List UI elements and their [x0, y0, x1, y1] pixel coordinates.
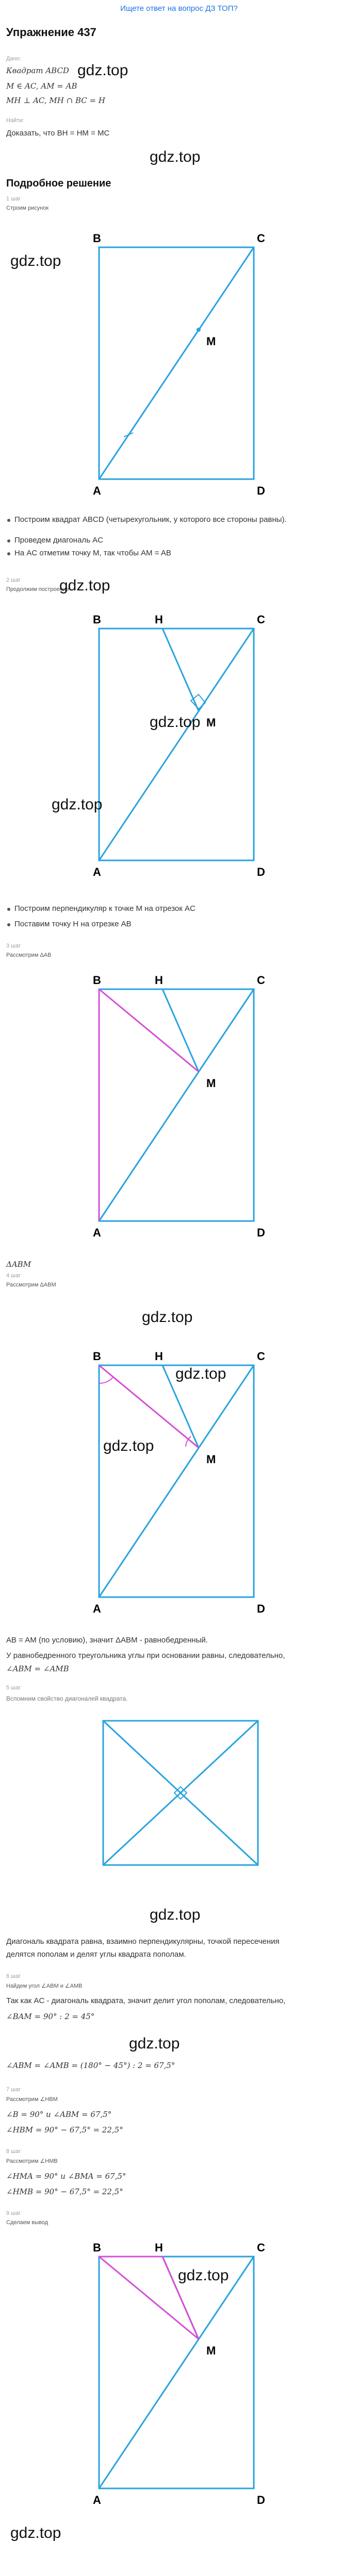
- small-label: 8 шаг: [6, 2148, 21, 2155]
- given-line-2: M ∈ AC, AM = AB: [6, 81, 77, 91]
- label-b: B: [93, 1350, 101, 1363]
- step-item: Поставим точку H на отрезке AB: [14, 920, 132, 928]
- text-line: ∠HMB = 90° − 67,5° = 22,5°: [6, 2187, 123, 2196]
- watermark: gdz.top: [150, 714, 201, 731]
- small-label: 6 шаг: [6, 1973, 21, 1979]
- label-c: C: [257, 1350, 265, 1363]
- watermark: gdz.top: [103, 1437, 154, 1454]
- small-label: 5 шаг: [6, 1685, 21, 1691]
- label-d: D: [257, 866, 265, 878]
- text-line: ∠HMA = 90° и ∠BMA = 67,5°: [6, 2172, 126, 2181]
- step-caption: Рассмотрим ΔAB: [6, 952, 52, 958]
- step-item: Построим квадрат ABCD (четырехугольник, у которого все стороны равны).: [14, 515, 287, 524]
- step-caption: Строим рисунок: [6, 205, 49, 211]
- watermark: gdz.top: [150, 148, 201, 165]
- label-a: A: [93, 1602, 101, 1615]
- small-label: 7 шаг: [6, 2087, 21, 2093]
- watermark: gdz.top: [142, 1309, 193, 1326]
- figure-diagonals: [98, 1716, 263, 1870]
- given-label: Дано:: [6, 56, 21, 62]
- label-m: M: [206, 2344, 216, 2357]
- angle-arc: [99, 1377, 113, 1383]
- diagonal-ac: [99, 2257, 254, 2488]
- figure-square-3: [93, 963, 289, 1252]
- text-line: ∠B = 90° и ∠ABM = 67,5°: [6, 2110, 112, 2119]
- given-line-3: MH ⊥ AC, MH ∩ BC = H: [6, 96, 105, 105]
- diagonal-ac: [99, 629, 254, 860]
- figure-square-4: [93, 1340, 299, 1628]
- watermark: gdz.top: [77, 62, 128, 79]
- text-line: Так как AC - диагональ квадрата, значит делит угол пополам, следовательно,: [6, 1996, 286, 2005]
- label-m: M: [206, 335, 216, 348]
- figure-square-2: [93, 603, 289, 902]
- step-caption: Рассмотрим ΔABM: [6, 1282, 56, 1288]
- text-line: делятся пополам и делят углы квадрата пополам.: [6, 1950, 186, 1959]
- step-item: Построим перпендикуляр к точке M на отрезок AC: [14, 904, 196, 913]
- watermark: gdz.top: [52, 796, 103, 813]
- label-h: H: [155, 1350, 163, 1363]
- label-a: A: [93, 484, 101, 497]
- small-label: Рассмотрим ∠HBM: [6, 2096, 58, 2103]
- label-c: C: [257, 232, 265, 245]
- label-m: M: [206, 716, 216, 729]
- label-b: B: [93, 613, 101, 626]
- label-c: C: [257, 613, 265, 626]
- watermark: gdz.top: [178, 2267, 229, 2284]
- prove-line: Доказать, что BH = HM = MC: [6, 129, 110, 138]
- watermark: gdz.top: [129, 2035, 180, 2052]
- exercise-title: Упражнение 437: [6, 26, 96, 39]
- watermark: gdz.top: [10, 2524, 61, 2541]
- step-label: 2 шаг: [6, 577, 21, 583]
- diagonal-ac: [99, 247, 254, 479]
- text-line: Вспомним свойство диагоналей квадрата.: [6, 1695, 128, 1702]
- small-label: Сделаем вывод: [6, 2219, 48, 2226]
- prove-label: Найти:: [6, 117, 24, 124]
- step-label: 1 шаг: [6, 196, 21, 202]
- label-d: D: [257, 1602, 265, 1615]
- text-line: ∠BAM = 90° : 2 = 45°: [6, 2012, 95, 2021]
- text-line: У равнобедренного треугольника углы при основании равны, следовательно,: [6, 1651, 285, 1660]
- label-m: M: [206, 1077, 216, 1090]
- text-line: ∠HBM = 90° − 67,5° = 22,5°: [6, 2125, 123, 2134]
- label-d: D: [257, 484, 265, 497]
- step-item: На AC отметим точку M, так чтобы AM = AB: [14, 549, 171, 557]
- step-label: 4 шаг: [6, 1273, 21, 1279]
- label-h: H: [155, 974, 163, 987]
- label-a: A: [93, 866, 101, 878]
- small-label: Найдем угол ∠ABM и ∠AMB: [6, 1983, 83, 1989]
- segment-bm: [99, 989, 199, 1072]
- label-c: C: [257, 2241, 265, 2254]
- watermark: gdz.top: [175, 1365, 226, 1382]
- step-caption: Продолжим построение: [6, 586, 70, 592]
- top-question-link[interactable]: Ищете ответ на вопрос ДЗ ТОП?: [120, 4, 238, 13]
- label-b: B: [93, 2241, 101, 2254]
- label-b: B: [93, 232, 101, 245]
- text-line: AB = AM (по условию), значит ΔABM - равнобедренный.: [6, 1636, 208, 1645]
- step-item: Проведем диагональ AC: [14, 536, 104, 545]
- label-h: H: [155, 613, 163, 626]
- given-line-1: Квадрат ABCD: [6, 66, 69, 75]
- text-line: ∠ABM = ∠AMB = (180° − 45°) : 2 = 67,5°: [6, 2061, 175, 2070]
- solution-header: Подробное решение: [6, 178, 111, 189]
- step-label: 3 шаг: [6, 943, 21, 949]
- label-a: A: [93, 1226, 101, 1239]
- segment-mh: [162, 989, 199, 1072]
- watermark: gdz.top: [150, 1906, 201, 1923]
- figure-square-1: [93, 222, 289, 510]
- watermark: gdz.top: [10, 252, 61, 269]
- diagonal-ac: [99, 989, 254, 1221]
- label-h: H: [155, 2241, 163, 2254]
- label-d: D: [257, 1226, 265, 1239]
- label-d: D: [257, 2494, 265, 2506]
- text-line: Диагональ квадрата равна, взаимно перпендикулярны, точкой пересечения: [6, 1937, 280, 1946]
- watermark: gdz.top: [59, 577, 110, 594]
- small-label: 9 шаг: [6, 2210, 21, 2216]
- label-b: B: [93, 974, 101, 987]
- text-line: ∠ABM = ∠AMB: [6, 1664, 69, 1673]
- label-m: M: [206, 1453, 216, 1466]
- label-a: A: [93, 2494, 101, 2506]
- triangle-label: ΔABM: [6, 1260, 31, 1269]
- small-label: Рассмотрим ∠HMB: [6, 2158, 58, 2164]
- point-m: [197, 328, 201, 332]
- label-c: C: [257, 974, 265, 987]
- diagonal-ac: [99, 1365, 254, 1597]
